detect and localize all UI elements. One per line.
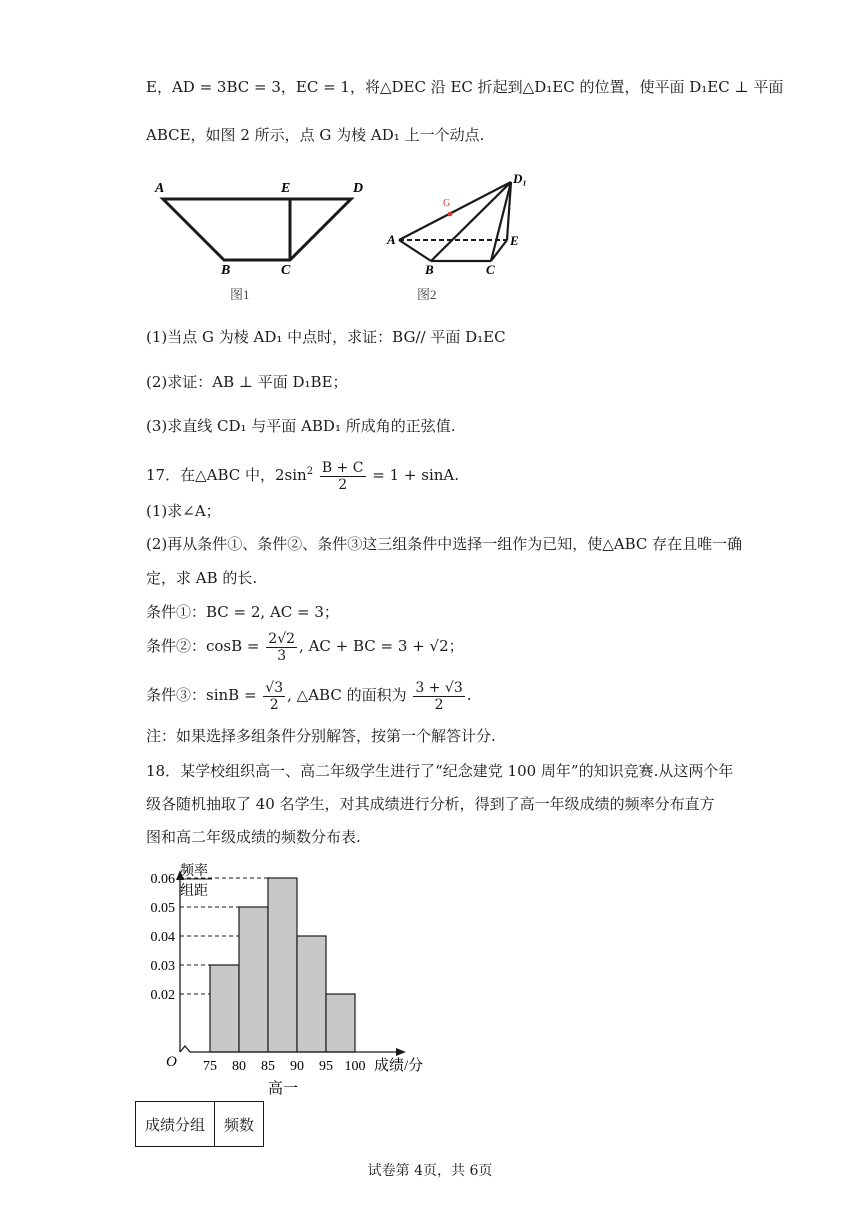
x-tick-label: 90 <box>290 1059 304 1074</box>
q17-stem <box>146 455 459 493</box>
q16-part2: (2)求证：AB ⊥ 平面 D₁BE； <box>146 373 348 391</box>
fig1-caption: 图1 <box>230 287 250 302</box>
q17-stem-prefix: 17．在△ABC 中，2sin <box>146 466 307 484</box>
frequency-table <box>135 1101 264 1147</box>
q17-cond3-den: 2 <box>269 696 279 713</box>
q17-cond2 <box>146 629 464 664</box>
q17-cond3-suffix: . <box>466 686 472 704</box>
x-tick-label: 80 <box>232 1059 246 1074</box>
q17-stem-suffix: = 1 + sinA. <box>372 466 460 484</box>
q17-cond3 <box>146 678 472 713</box>
fig2-caption: 图2 <box>417 287 437 302</box>
table-header-cell: 频数 <box>215 1102 264 1147</box>
q17-cond2-suffix: , AC + BC = 3 + √2； <box>299 637 464 655</box>
histogram-bar <box>297 936 326 1052</box>
q16-part1: (1)当点 G 为棱 AD₁ 中点时，求证：BG// 平面 D₁EC <box>146 328 506 346</box>
x-axis-label: 成绩/分 <box>374 1058 424 1074</box>
histogram-bar <box>268 878 297 1052</box>
q16-line2: ABCE，如图 2 所示，点 G 为棱 AD₁ 上一个动点. <box>146 126 485 144</box>
q17-cond2-fraction <box>266 631 297 664</box>
q17-cond2-den: 3 <box>277 647 287 664</box>
table-header-cell: 成绩分组 <box>136 1102 215 1147</box>
fig1-label-d: D <box>353 181 364 196</box>
trapezoid-shape <box>163 199 351 260</box>
y-tick-label: 0.06 <box>150 872 175 887</box>
q17-cond3-num2: 3 + √3 <box>415 679 463 696</box>
fig1-label-a: A <box>155 181 165 196</box>
q17-cond3-prefix: 条件③：sinB = <box>146 686 257 704</box>
q17-part2-b: 定，求 AB 的长. <box>146 569 258 587</box>
q17-cond1: 条件①：BC = 2, AC = 3； <box>146 603 339 621</box>
q18-line3: 图和高二年级成绩的频数分布表. <box>146 828 361 846</box>
histogram-bar <box>239 907 268 1052</box>
q16-part3: (3)求直线 CD₁ 与平面 ABD₁ 所成角的正弦值. <box>146 417 456 435</box>
fig2-label-e: E <box>510 233 519 248</box>
x-tick-label: 95 <box>319 1059 333 1074</box>
q17-stem-sup: 2 <box>306 466 314 477</box>
fig2-label-b: B <box>425 262 434 277</box>
q17-stem-fraction <box>320 460 366 493</box>
x-tick-label: 85 <box>261 1059 275 1074</box>
histogram-bar <box>210 965 239 1052</box>
y-axis-label-top: 频率 <box>180 864 208 879</box>
q18-line2: 级各随机抽取了 40 名学生，对其成绩进行分析，得到了高一年级成绩的频率分布直方 <box>146 795 715 813</box>
edge-a-d1 <box>399 182 511 240</box>
q17-cond3-num: √3 <box>265 679 284 696</box>
fig2-label-g: G <box>443 198 451 209</box>
figure-1 <box>150 170 370 310</box>
edge-a-b <box>399 240 431 261</box>
x-axis-arrow <box>396 1048 406 1056</box>
fig2-label-d1: D₁ <box>513 171 527 186</box>
q16-line1: E，AD = 3BC = 3，EC = 1，将△DEC 沿 EC 折起到△D₁EC 的位置，使平面 D₁EC ⊥ 平面 <box>146 78 784 96</box>
y-axis-label-bottom: 组距 <box>180 884 208 899</box>
q17-part1: (1)求∠A； <box>146 502 221 520</box>
q17-stem-frac-num: B + C <box>321 459 364 476</box>
y-tick-label: 0.04 <box>150 930 175 945</box>
fig1-label-c: C <box>281 263 291 278</box>
histogram-chart <box>150 860 470 1100</box>
fig1-label-e: E <box>281 181 291 196</box>
y-tick-label: 0.05 <box>150 901 175 916</box>
fig1-label-b: B <box>221 263 231 278</box>
q17-stem-frac-den: 2 <box>338 476 348 493</box>
point-g <box>448 212 453 217</box>
q17-cond3-den2: 2 <box>434 696 444 713</box>
q17-cond3-fraction-2 <box>413 680 464 713</box>
q17-note: 注：如果选择多组条件分别解答，按第一个解答计分. <box>146 727 496 745</box>
fig2-label-a: A <box>387 232 396 247</box>
fig2-label-c: C <box>486 262 495 277</box>
q17-cond3-fraction-1 <box>263 680 285 713</box>
axis-break <box>180 1046 210 1052</box>
q17-cond2-num: 2√2 <box>268 630 296 647</box>
q17-cond3-mid: , △ABC 的面积为 <box>287 686 407 704</box>
figure-2 <box>385 170 535 310</box>
x-tick-label: 100 <box>344 1059 366 1074</box>
x-tick-label: 75 <box>203 1059 217 1074</box>
q18-line1: 18．某学校组织高一、高二年级学生进行了“纪念建党 100 周年”的知识竞赛.从这两个年 <box>146 762 734 780</box>
q17-cond2-prefix: 条件②：cosB = <box>146 637 260 655</box>
table-header-row <box>136 1102 264 1147</box>
origin-label: O <box>166 1054 177 1070</box>
chart-title: 高一 <box>267 1081 299 1097</box>
histogram-bar <box>326 994 355 1052</box>
q17-part2-a: (2)再从条件①、条件②、条件③这三组条件中选择一组作为已知，使△ABC 存在且唯一确 <box>146 535 743 553</box>
page-footer: 试卷第 4页，共 6页 <box>367 1163 493 1179</box>
y-tick-label: 0.03 <box>150 959 175 974</box>
y-tick-label: 0.02 <box>150 988 175 1003</box>
